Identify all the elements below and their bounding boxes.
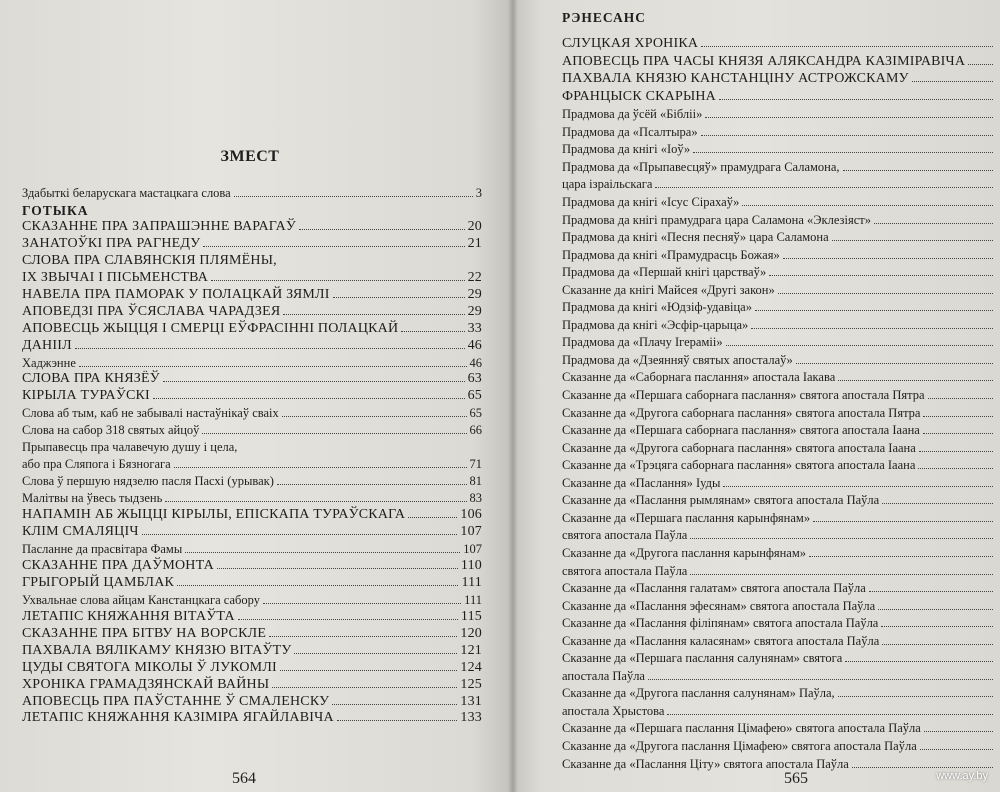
toc-entry-title: Сказанне да «Першага паслання Цімафею» святога апостала Паўла (562, 721, 921, 736)
toc-entry-title: ПАХВАЛА ВЯЛІКАМУ КНЯЗЮ ВІТАЎТУ (22, 642, 292, 658)
toc-entry-title: цара ізраільскага (562, 177, 653, 192)
leader-dots (211, 280, 464, 281)
toc-entry-page: 133 (460, 710, 482, 726)
right-page (512, 0, 1000, 792)
leader-dots (705, 117, 993, 118)
toc-entry-title: ЦУДЫ СВЯТОГА МІКОЛЫ Ў ЛУКОМЛІ (22, 659, 277, 675)
leader-dots (299, 229, 465, 230)
toc-entry[interactable] (22, 524, 482, 540)
leader-dots (332, 704, 457, 705)
toc-entry[interactable] (22, 677, 482, 693)
toc-entry[interactable] (562, 106, 996, 122)
leader-dots (280, 670, 458, 671)
toc-entry[interactable] (22, 439, 482, 455)
toc-entry-title: Прадмова да кнігі «Эсфір-царыца» (562, 317, 749, 332)
toc-entry-title: Прадмова да кнігі «Прамудрасць Божая» (562, 247, 780, 262)
leader-dots (809, 556, 993, 557)
toc-entry-page: 66 (469, 423, 482, 438)
leader-dots (719, 99, 993, 100)
toc-entry-page: 115 (460, 608, 482, 624)
leader-dots (751, 328, 993, 329)
toc-entry-title: Ухвальнае слова айцам Канстанцкага сабору (22, 592, 260, 607)
toc-entry-title: СКАЗАННЕ ПРА ЗАПРАШЭННЕ ВАРАГАЎ (22, 218, 296, 234)
toc-entry-title: ПАХВАЛА КНЯЗЮ КАНСТАНЦІНУ АСТРОЖСКАМУ (562, 71, 909, 87)
leader-dots (701, 135, 993, 136)
toc-entry[interactable] (22, 626, 482, 642)
toc-entry[interactable] (22, 355, 482, 371)
toc-entry[interactable] (22, 405, 482, 421)
leader-dots (783, 258, 993, 259)
section-heading-renaissance: РЭНЕСАНС (562, 10, 646, 25)
toc-entry[interactable] (562, 176, 996, 192)
toc-entry-title: Сказанне да «Першага саборнага паслання» святога апостала Іаана (562, 423, 920, 438)
toc-entry[interactable] (562, 720, 996, 736)
toc-entry-title: Прадмова да кнігі «Іоў» (562, 142, 691, 157)
toc-entry-page: 111 (461, 574, 482, 590)
leader-dots (878, 609, 993, 610)
leader-dots (79, 366, 467, 367)
toc-entry-title: Сказанне да «Паслання Ціту» святога апостала Паўла (562, 756, 849, 771)
leader-dots (726, 345, 993, 346)
toc-entry-title: Слова ў першую нядзелю пасля Пасхі (урывак) (22, 474, 274, 489)
toc-entry-title: Хаджэнне (22, 355, 76, 370)
leader-dots (333, 297, 465, 298)
toc-entry[interactable] (562, 159, 996, 175)
toc-entry-title: Пасланне да прасвітара Фамы (22, 541, 183, 556)
toc-entry[interactable] (22, 338, 482, 354)
toc-entry-page: 29 (467, 303, 482, 319)
toc-entry-page: 3 (475, 186, 482, 200)
toc-entry[interactable] (22, 422, 482, 438)
toc-entry[interactable] (562, 475, 996, 491)
leader-dots (881, 626, 993, 627)
toc-entry[interactable] (562, 282, 996, 298)
toc-entry[interactable] (22, 507, 482, 523)
toc-entry-title: Сказанне да «Паслання галатам» святога апостала Паўла (562, 581, 866, 596)
toc-entry[interactable] (22, 253, 482, 269)
toc-entry[interactable] (22, 575, 482, 591)
toc-entry-title: СЛУЦКАЯ ХРОНІКА (562, 36, 699, 51)
toc-entry[interactable] (562, 334, 996, 350)
toc-entry-page: 107 (463, 541, 482, 556)
leader-dots (832, 240, 993, 241)
leader-dots (968, 64, 993, 65)
section-heading-gothic: ГОТЫКА (22, 202, 89, 218)
leader-dots (919, 451, 993, 452)
toc-entry[interactable] (22, 609, 482, 625)
leader-dots (294, 653, 457, 654)
leader-dots (283, 314, 464, 315)
toc-entry-title: СКАЗАННЕ ПРА БІТВУ НА ВОРСКЛЕ (22, 625, 267, 641)
leader-dots (874, 223, 993, 224)
toc-title: ЗМЕСТ (220, 148, 280, 165)
toc-entry[interactable] (22, 473, 482, 489)
toc-entry-title: Прыпавесць пра чалавечую душу і цела, (22, 440, 238, 455)
toc-entry-title: Прадмова да «Плачу Ігераміі» (562, 335, 723, 350)
toc-entry-title: ЛЕТАПІС КНЯЖАННЯ ВІТАЎТА (22, 608, 235, 624)
toc-entry-page: 63 (467, 371, 482, 387)
toc-entry-title: Прадмова да кнігі «Песня песняў» цара Саламона (562, 230, 829, 245)
toc-entry-title: Сказанне да «Першага паслання карынфянам» (562, 510, 811, 525)
toc-entry-title: апостала Хрыстова (562, 703, 665, 718)
toc-entry-title: Прадмова да «Дзеянняў святых апосталаў» (562, 352, 793, 367)
toc-entry-page: 33 (467, 320, 482, 336)
leader-dots (203, 246, 464, 247)
toc-entry-page: 131 (460, 693, 482, 709)
leader-dots (655, 187, 993, 188)
toc-entry[interactable] (562, 615, 996, 631)
toc-entry-title: АПОВЕСЦЬ ПРА ЧАСЫ КНЯЗЯ АЛЯКСАНДРА КАЗІМІРАВІЧА (562, 53, 966, 69)
toc-entry-title: Прадмова да «Прыпавесцяў» прамудрага Саламона, (562, 159, 840, 174)
toc-entry-page: 106 (460, 507, 482, 523)
leader-dots (769, 275, 993, 276)
leader-dots (690, 538, 993, 539)
toc-entry[interactable] (562, 264, 996, 280)
toc-entry[interactable] (562, 668, 996, 684)
leader-dots (408, 517, 457, 518)
leader-dots (796, 363, 993, 364)
toc-entry[interactable] (562, 756, 996, 772)
toc-entry-page: 121 (460, 642, 482, 658)
leader-dots (778, 293, 993, 294)
toc-entry-title: ІХ ЗВЫЧАІ І ПІСЬМЕНСТВА (22, 269, 209, 285)
toc-entry[interactable] (562, 212, 996, 228)
toc-entry[interactable] (562, 89, 996, 105)
toc-entry-page: 107 (460, 524, 482, 539)
toc-entry[interactable] (22, 541, 482, 557)
toc-entry-title: СЛОВА ПРА КНЯЗЁЎ (22, 371, 160, 387)
leader-dots (843, 170, 993, 171)
leader-dots (852, 767, 993, 768)
toc-entry[interactable] (562, 563, 996, 579)
toc-entry-title: ХРОНІКА ГРАМАДЗЯНСКАЙ ВАЙНЫ (22, 676, 270, 692)
toc-entry-title: Сказанне да «Паслання каласянам» святога апостала Паўла (562, 633, 880, 648)
toc-entry-page: 21 (467, 235, 482, 251)
toc-entry-title: Прадмова да кнігі «Юдзіф-удавіца» (562, 300, 752, 315)
leader-dots (217, 568, 458, 569)
toc-entry[interactable] (562, 36, 996, 52)
toc-entry[interactable] (562, 141, 996, 157)
leader-dots (153, 398, 465, 399)
toc-entry[interactable] (22, 321, 482, 337)
toc-entry-title: Сказанне да «Другога паслання карынфянам» (562, 545, 806, 560)
toc-entry[interactable] (22, 456, 482, 472)
toc-entry-page: 22 (467, 269, 482, 285)
toc-entry-title: СКАЗАННЕ ПРА ДАЎМОНТА (22, 557, 214, 573)
toc-entry[interactable] (562, 124, 996, 140)
toc-entry-title: ДАНІІЛ (22, 337, 72, 353)
toc-entry-page: 120 (460, 625, 482, 641)
toc-entry[interactable] (22, 287, 482, 303)
leader-dots (912, 81, 993, 82)
toc-entry[interactable] (562, 247, 996, 263)
toc-entry-title: святога апостала Паўла (562, 563, 688, 578)
leader-dots (742, 205, 993, 206)
toc-entry[interactable] (562, 387, 996, 403)
leader-dots (269, 636, 457, 637)
leader-dots (882, 503, 993, 504)
left-page-number: 564 (232, 770, 256, 787)
toc-entry[interactable] (562, 492, 996, 508)
watermark: www.ay.by (936, 770, 988, 782)
toc-entry[interactable] (562, 580, 996, 596)
leader-dots (202, 433, 466, 434)
leader-dots (755, 310, 993, 311)
toc-entry-page: 83 (469, 491, 482, 506)
toc-entry-title: Сказанне да «Другога саборнага паслання» святога апостала Іаана (562, 440, 916, 455)
toc-entry-title: Сказанне да кнігі Майсея «Другі закон» (562, 282, 775, 297)
toc-entry[interactable] (22, 219, 482, 235)
leader-dots (185, 552, 460, 553)
toc-entry-title: Сказанне да «Трэцяга саборнага паслання» святога апостала Іаана (562, 458, 916, 473)
leader-dots (690, 574, 993, 575)
leader-dots (723, 486, 993, 487)
toc-entry[interactable] (562, 738, 996, 754)
toc-entry-title: СЛОВА ПРА СЛАВЯНСКІЯ ПЛЯМЁНЫ, (22, 252, 277, 268)
toc-entry[interactable] (562, 650, 996, 666)
toc-entry[interactable] (562, 457, 996, 473)
toc-entry-page: 125 (460, 676, 482, 692)
toc-entry-title: ГРЫГОРЫЙ ЦАМБЛАК (22, 574, 175, 590)
toc-entry[interactable] (562, 685, 996, 701)
leader-dots (920, 749, 993, 750)
leader-dots (838, 696, 993, 697)
leader-dots (882, 644, 993, 645)
toc-entry-title: Прадмова да «Псалтыра» (562, 124, 698, 139)
toc-entry[interactable] (562, 422, 996, 438)
toc-entry-title: АПОВЕСЦЬ ПРА ПАЎСТАННЕ Ў СМАЛЕНСКУ (22, 693, 330, 709)
leader-dots (923, 416, 993, 417)
toc-entry-title: Прадмова да ўсёй «Бібліі» (562, 107, 703, 122)
toc-entry[interactable] (562, 299, 996, 315)
toc-entry-title: Прадмова да «Першай кнігі царстваў» (562, 265, 767, 280)
toc-entry-page: 29 (467, 286, 482, 302)
toc-entry[interactable] (562, 405, 996, 421)
leader-dots (337, 720, 458, 721)
toc-entry-title: Сказанне да «Другога саборнага паслання» святога апостала Пятра (562, 405, 921, 420)
toc-entry-title: Сказанне да «Другога паслання Цімафею» святога апостала Паўла (562, 739, 917, 753)
toc-entry-page: 124 (460, 659, 482, 675)
toc-entry-page: 20 (467, 218, 482, 234)
toc-entry[interactable] (562, 703, 996, 719)
toc-entry-title: Слова на сабор 318 святых айцоў (22, 423, 200, 438)
leader-dots (177, 585, 458, 586)
toc-entry-title: КЛІМ СМАЛЯЦІЧ (22, 524, 139, 539)
leader-dots (648, 679, 993, 680)
toc-entry-title: Прадмова да кнігі прамудрага цара Саламона «Эклезіяст» (562, 212, 871, 227)
toc-entry[interactable] (562, 545, 996, 561)
toc-entry-title: АПОВЕСЦЬ ЖЫЦЦЯ І СМЕРЦІ ЕЎФРАСІННІ ПОЛАЦКАЙ (22, 320, 399, 336)
book-gutter (508, 0, 518, 792)
leader-dots (234, 196, 473, 197)
leader-dots (928, 398, 993, 399)
toc-entry[interactable] (22, 660, 482, 676)
toc-entry-title: Сказанне да «Першага паслання салунянам» святога (562, 651, 843, 666)
toc-entry-page: 65 (469, 406, 482, 421)
leader-dots (869, 591, 993, 592)
toc-entry-page: 46 (469, 355, 482, 370)
leader-dots (701, 46, 993, 47)
leader-dots (918, 468, 993, 469)
toc-entry-page: 81 (469, 474, 482, 489)
toc-entry[interactable] (562, 633, 996, 649)
leader-dots (923, 433, 993, 434)
toc-entry-title: Сказанне да «Першага саборнага паслання» святога апостала Пятра (562, 388, 925, 402)
toc-entry-page: 110 (460, 557, 482, 573)
toc-entry[interactable] (562, 369, 996, 385)
toc-entry[interactable] (562, 317, 996, 333)
toc-entry-title: НАВЕЛА ПРА ПАМОРАК У ПОЛАЦКАЙ ЗЯМЛІ (22, 286, 330, 302)
toc-entry-title: Сказанне да «Другога паслання салунянам» Паўла, (562, 686, 835, 701)
toc-entry[interactable] (22, 710, 482, 726)
leader-dots (693, 152, 993, 153)
toc-entry-title: Сказанне да «Паслання філіпянам» святога апостала Паўла (562, 616, 879, 631)
toc-entry[interactable] (562, 71, 996, 87)
toc-entry-title: апостала Паўла (562, 668, 645, 683)
toc-entry[interactable] (22, 694, 482, 710)
toc-entry-title: Сказанне да «Паслання эфесянам» святога апостала Паўла (562, 598, 876, 613)
toc-entry-page: 71 (469, 457, 482, 472)
toc-entry-title: Прадмова да кнігі «Ісус Сірахаў» (562, 194, 740, 209)
toc-entry-title: святога апостала Паўла (562, 528, 688, 543)
toc-entry[interactable] (22, 371, 482, 387)
toc-entry-title: або пра Сляпога і Бязногага (22, 457, 171, 472)
toc-entry[interactable] (562, 194, 996, 210)
toc-entry[interactable] (562, 440, 996, 456)
leader-dots (174, 467, 467, 468)
toc-entry[interactable] (22, 270, 482, 286)
toc-entry-title: АПОВЕДЗІ ПРА ЎСЯСЛАВА ЧАРАДЗЕЯ (22, 303, 281, 319)
leader-dots (142, 534, 458, 535)
toc-entry[interactable] (22, 643, 482, 659)
leader-dots (163, 381, 465, 382)
leader-dots (238, 619, 458, 620)
leader-dots (165, 501, 466, 502)
toc-entry-page: 65 (467, 388, 482, 404)
leader-dots (667, 714, 993, 715)
toc-entry-title: Слова аб тым, каб не забывалі настаўнікаў сваіх (22, 406, 279, 421)
toc-entry-title: ЗАНАТОЎКІ ПРА РАГНЕДУ (22, 235, 201, 251)
toc-entry-title: Сказанне да «Паслання рымлянам» святога апостала Паўла (562, 493, 880, 508)
toc-entry-title: ЛЕТАПІС КНЯЖАННЯ КАЗІМІРА ЯГАЙЛАВІЧА (22, 710, 334, 726)
toc-entry[interactable] (22, 236, 482, 252)
toc-entry-title: ФРАНЦЫСК СКАРЫНА (562, 88, 716, 104)
toc-entry[interactable] (562, 598, 996, 614)
toc-entry-page: 46 (467, 337, 482, 353)
leader-dots (813, 521, 993, 522)
leader-dots (845, 661, 993, 662)
toc-entry-title: НАПАМІН АБ ЖЫЦЦІ КІРЫЛЫ, ЕПІСКАПА ТУРАЎСКАГА (22, 507, 406, 523)
toc-entry-title: КІРЫЛА ТУРАЎСКІ (22, 388, 150, 404)
toc-entry-page: 111 (464, 592, 482, 607)
toc-entry[interactable] (22, 185, 482, 201)
toc-entry[interactable] (562, 527, 996, 543)
leader-dots (75, 348, 465, 349)
leader-dots (272, 687, 457, 688)
leader-dots (277, 484, 467, 485)
leader-dots (838, 380, 993, 381)
toc-entry[interactable] (562, 352, 996, 368)
toc-entry-title: Сказанне да «Паслання» Іуды (562, 475, 721, 490)
toc-entry-title: Малітвы на ўвесь тыдзень (22, 491, 163, 506)
leader-dots (401, 331, 464, 332)
leader-dots (924, 731, 993, 732)
leader-dots (263, 603, 461, 604)
right-page-number: 565 (784, 770, 808, 787)
toc-entry[interactable] (22, 388, 482, 404)
toc-entry[interactable] (22, 490, 482, 506)
toc-entry[interactable] (22, 592, 482, 608)
toc-entry-title: Здабыткі беларускага мастацкага слова (22, 186, 231, 200)
leader-dots (282, 416, 467, 417)
toc-entry[interactable] (22, 304, 482, 320)
toc-entry[interactable] (22, 558, 482, 574)
toc-entry-title: Сказанне да «Саборнага паслання» апостала Іакава (562, 370, 836, 385)
toc-entry[interactable] (562, 510, 996, 526)
toc-entry[interactable] (562, 229, 996, 245)
toc-entry[interactable] (562, 54, 996, 70)
